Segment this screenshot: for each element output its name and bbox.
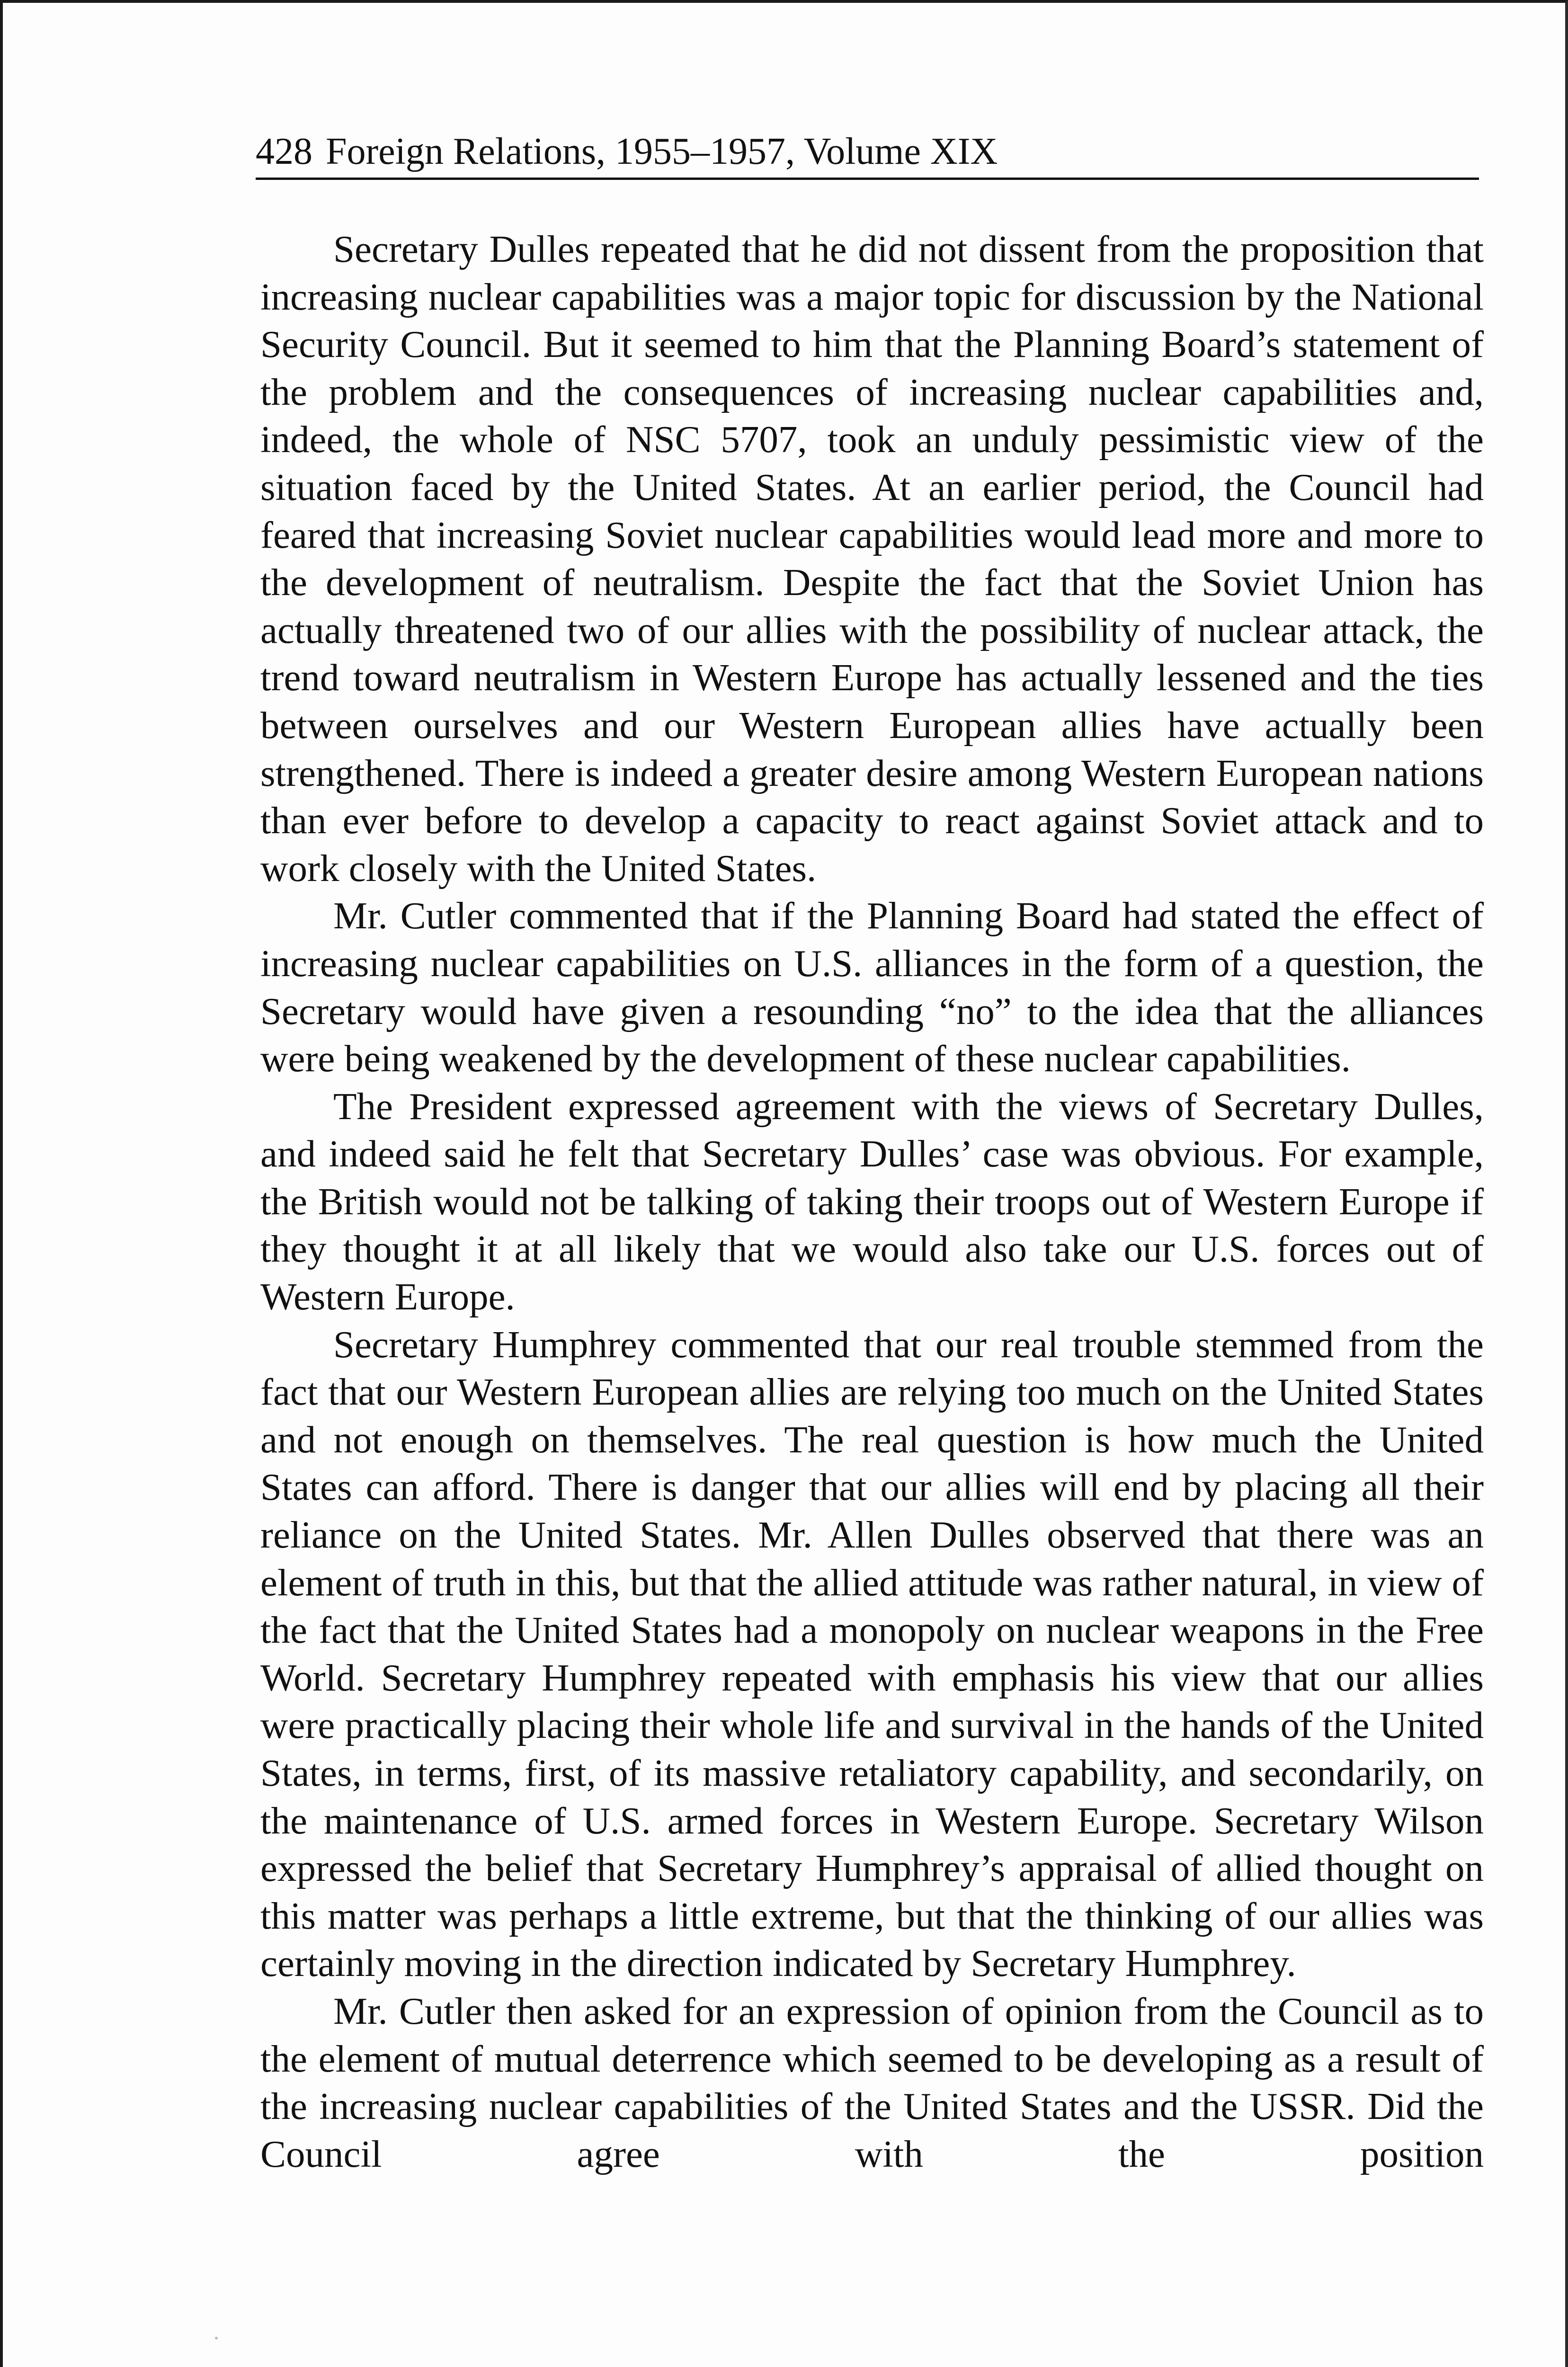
- paragraph-dulles-dissent: Secretary Dulles repeated that he did not dissent from the proposition that increasing nuclear capabilities was a major topic for discussion by the National Security Council. But it seemed to him that the Planning Board’s statement of the problem and the consequences of increasing nuclear capabilities and, indeed, the whole of NSC 5707, took an unduly pessimistic view of the situation faced by the United States. At an earlier period, the Council had feared that increasing Soviet nuclear capabilities would lead more and more to the development of neutralism. Despite the fact that the Soviet Union has actually threatened two of our allies with the possibility of nuclear attack, the trend toward neutralism in Western Europe has actually lessened and the ties between ourselves and our Western European allies have actually been strengthened. There is indeed a greater desire among Western European nations than ever before to develop a capacity to react against Soviet attack and to work closely with the United States.: [260, 228, 1484, 890]
- page-number: 428: [256, 131, 312, 172]
- running-title: Foreign Relations, 1955–1957, Volume XIX: [326, 131, 998, 172]
- paragraph-president-agreement: The President expressed agreement with the views of Secretary Dulles, and indeed said he felt that Secretary Dulles’ case was obvious. For example, the British would not be talking of taking their troops out of Western Europe if they thought it at all likely that we would also take our U.S. forces out of Western Europe.: [260, 1085, 1484, 1318]
- body-text: [260, 225, 1484, 2178]
- running-header: [256, 127, 1479, 180]
- paragraph-mutual-deterrence: Mr. Cutler then asked for an expression of opinion from the Council as to the element of mutual deterrence which seemed to be developing as a result of the increasing nuclear capabilities of the United States and the USSR. Did the Council agree with the position: [260, 1989, 1484, 2175]
- paragraph-cutler-comment: Mr. Cutler commented that if the Planning Board had stated the effect of increasing nuclear capabilities on U.S. alliances in the form of a question, the Secretary would have given a resounding “no” to the idea that the alliances were being weakened by the development of these nuclear capabilities.: [260, 894, 1484, 1080]
- paragraph-humphrey-comment: Secretary Humphrey commented that our real trouble stemmed from the fact that our Western European allies are relying too much on the United States and not enough on themselves. The real question is how much the United States can afford. There is danger that our allies will end by placing all their reliance on the United States. Mr. Allen Dulles observed that there was an element of truth in this, but that the allied attitude was rather natural, in view of the fact that the United States had a monopoly on nuclear weapons in the Free World. Secretary Humphrey repeated with emphasis his view that our allies were practically placing their whole life and survival in the hands of the United States, in terms, first, of its massive retaliatory capability, and secondarily, on the maintenance of U.S. armed forces in Western Europe. Secretary Wilson expressed the belief that Secretary Humphrey’s appraisal of allied thought on this matter was perhaps a little extreme, but that the thinking of our allies was certainly moving in the direction indicated by Secretary Humphrey.: [260, 1323, 1484, 1985]
- scan-speck: [215, 2337, 218, 2340]
